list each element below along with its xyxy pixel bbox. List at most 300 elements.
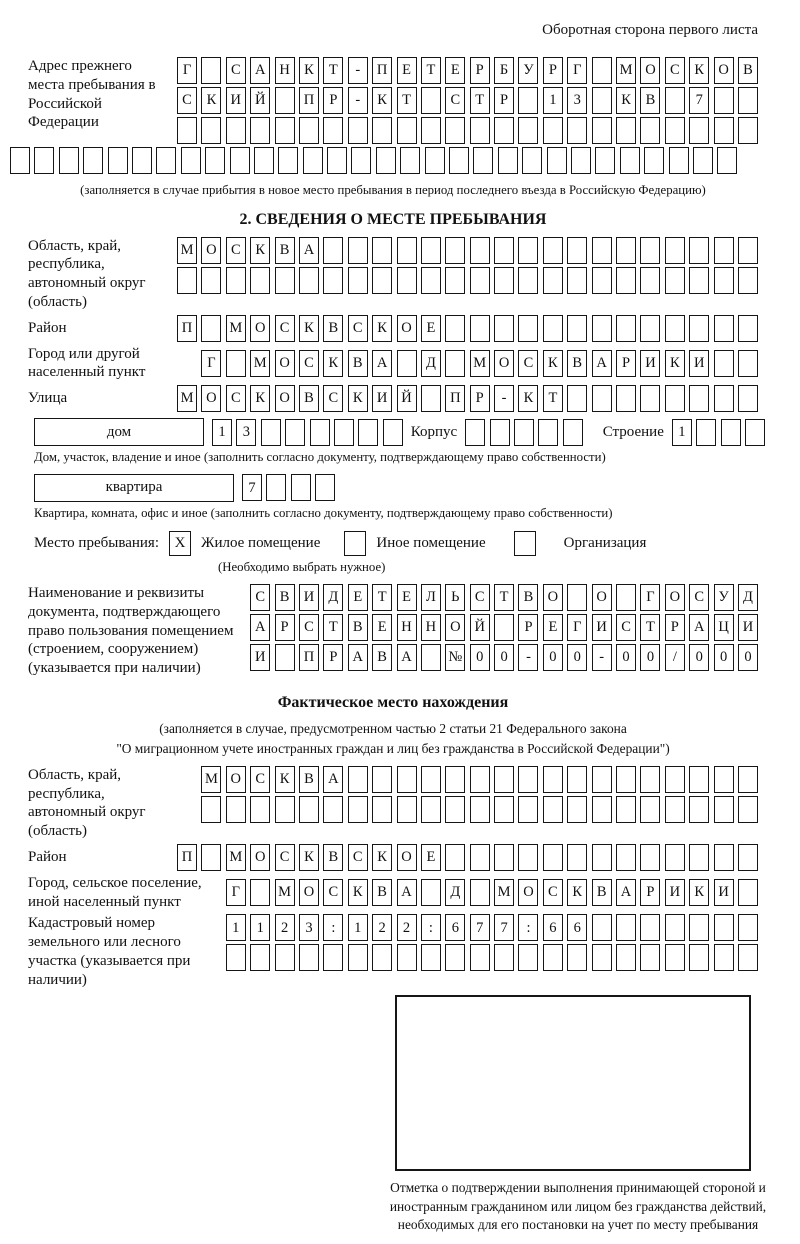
char-box[interactable]: А [348, 644, 368, 671]
char-box[interactable]: В [299, 766, 319, 793]
char-box[interactable] [470, 117, 490, 144]
char-box[interactable]: М [616, 57, 636, 84]
char-box[interactable]: Г [567, 57, 587, 84]
char-box[interactable] [275, 796, 295, 823]
char-box[interactable] [518, 117, 538, 144]
char-box[interactable] [592, 914, 612, 941]
char-box[interactable] [592, 57, 612, 84]
char-box[interactable] [595, 147, 615, 174]
char-box[interactable] [689, 796, 709, 823]
char-box[interactable] [592, 385, 612, 412]
char-box[interactable] [348, 267, 368, 294]
char-box[interactable]: О [250, 315, 270, 342]
char-box[interactable]: - [348, 87, 368, 114]
checkbox-inoe[interactable] [344, 531, 366, 556]
char-box[interactable]: Е [445, 57, 465, 84]
char-box[interactable] [230, 147, 250, 174]
char-box[interactable]: 1 [250, 914, 270, 941]
char-box[interactable] [285, 419, 305, 446]
char-box[interactable] [738, 914, 758, 941]
char-box[interactable]: И [299, 584, 319, 611]
char-box[interactable]: М [226, 315, 246, 342]
char-box[interactable] [278, 147, 298, 174]
char-box[interactable] [470, 237, 490, 264]
char-box[interactable]: М [250, 350, 270, 377]
checkbox-zhiloe[interactable]: X [169, 531, 191, 556]
char-box[interactable]: М [226, 844, 246, 871]
char-box[interactable]: Т [494, 584, 514, 611]
char-box[interactable] [494, 796, 514, 823]
char-box[interactable]: Г [177, 57, 197, 84]
char-box[interactable]: В [738, 57, 758, 84]
char-box[interactable]: С [323, 879, 343, 906]
char-box[interactable]: С [689, 584, 709, 611]
char-box[interactable]: А [250, 57, 270, 84]
char-box[interactable] [543, 315, 563, 342]
char-box[interactable] [494, 766, 514, 793]
char-box[interactable] [563, 419, 583, 446]
char-box[interactable]: И [640, 350, 660, 377]
char-box[interactable] [567, 237, 587, 264]
char-box[interactable]: Г [567, 614, 587, 641]
char-box[interactable] [275, 87, 295, 114]
char-box[interactable] [470, 796, 490, 823]
char-box[interactable]: П [299, 87, 319, 114]
char-box[interactable] [689, 267, 709, 294]
char-box[interactable]: Е [397, 57, 417, 84]
char-box[interactable] [226, 267, 246, 294]
char-box[interactable] [738, 87, 758, 114]
char-box[interactable] [665, 796, 685, 823]
char-box[interactable] [592, 944, 612, 971]
char-box[interactable] [665, 944, 685, 971]
char-box[interactable] [689, 117, 709, 144]
char-box[interactable] [567, 315, 587, 342]
checkbox-organizatsiya[interactable] [514, 531, 536, 556]
char-box[interactable] [348, 237, 368, 264]
char-box[interactable] [299, 117, 319, 144]
char-box[interactable] [665, 87, 685, 114]
char-box[interactable] [714, 267, 734, 294]
char-box[interactable]: С [299, 350, 319, 377]
char-box[interactable]: - [592, 644, 612, 671]
char-box[interactable]: А [592, 350, 612, 377]
char-box[interactable] [383, 419, 403, 446]
char-box[interactable]: 0 [543, 644, 563, 671]
char-box[interactable] [543, 944, 563, 971]
char-box[interactable] [571, 147, 591, 174]
char-box[interactable] [640, 766, 660, 793]
char-box[interactable]: 2 [275, 914, 295, 941]
char-box[interactable] [640, 267, 660, 294]
char-box[interactable] [522, 147, 542, 174]
char-box[interactable]: И [714, 879, 734, 906]
char-box[interactable] [738, 766, 758, 793]
char-box[interactable] [303, 147, 323, 174]
char-box[interactable]: А [323, 766, 343, 793]
char-box[interactable]: В [592, 879, 612, 906]
char-box[interactable] [689, 844, 709, 871]
char-box[interactable] [640, 237, 660, 264]
char-box[interactable] [358, 419, 378, 446]
char-box[interactable]: 7 [470, 914, 490, 941]
char-box[interactable] [518, 766, 538, 793]
char-box[interactable]: П [372, 57, 392, 84]
char-box[interactable] [616, 914, 636, 941]
char-box[interactable]: К [348, 879, 368, 906]
char-box[interactable] [689, 914, 709, 941]
char-box[interactable] [421, 87, 441, 114]
char-box[interactable] [261, 419, 281, 446]
char-box[interactable] [518, 796, 538, 823]
char-box[interactable] [470, 766, 490, 793]
char-box[interactable]: М [494, 879, 514, 906]
char-box[interactable] [348, 766, 368, 793]
char-box[interactable]: И [665, 879, 685, 906]
char-box[interactable] [745, 419, 765, 446]
char-box[interactable]: А [250, 614, 270, 641]
char-box[interactable]: К [689, 879, 709, 906]
char-box[interactable] [689, 385, 709, 412]
char-box[interactable] [397, 267, 417, 294]
char-box[interactable]: К [665, 350, 685, 377]
char-box[interactable]: Д [445, 879, 465, 906]
char-box[interactable] [250, 796, 270, 823]
char-box[interactable] [567, 385, 587, 412]
char-box[interactable] [201, 267, 221, 294]
char-box[interactable] [465, 419, 485, 446]
char-box[interactable]: К [372, 844, 392, 871]
char-box[interactable] [514, 419, 534, 446]
char-box[interactable] [445, 844, 465, 871]
char-box[interactable] [108, 147, 128, 174]
char-box[interactable] [518, 237, 538, 264]
char-box[interactable]: М [470, 350, 490, 377]
char-box[interactable]: Т [421, 57, 441, 84]
char-box[interactable] [83, 147, 103, 174]
char-box[interactable] [250, 117, 270, 144]
char-box[interactable]: И [738, 614, 758, 641]
char-box[interactable]: Н [397, 614, 417, 641]
char-box[interactable]: С [250, 584, 270, 611]
char-box[interactable]: О [543, 584, 563, 611]
char-box[interactable] [445, 766, 465, 793]
char-box[interactable] [10, 147, 30, 174]
char-box[interactable]: / [665, 644, 685, 671]
char-box[interactable] [445, 944, 465, 971]
char-box[interactable]: С [616, 614, 636, 641]
char-box[interactable]: 7 [494, 914, 514, 941]
char-box[interactable]: 7 [689, 87, 709, 114]
char-box[interactable] [494, 614, 514, 641]
char-box[interactable] [445, 315, 465, 342]
char-box[interactable] [616, 944, 636, 971]
char-box[interactable]: Р [494, 87, 514, 114]
char-box[interactable] [665, 267, 685, 294]
char-box[interactable] [738, 385, 758, 412]
char-box[interactable] [567, 117, 587, 144]
char-box[interactable] [616, 385, 636, 412]
char-box[interactable]: К [201, 87, 221, 114]
char-box[interactable]: Р [323, 87, 343, 114]
char-box[interactable]: С [177, 87, 197, 114]
char-box[interactable]: Ц [714, 614, 734, 641]
char-box[interactable] [518, 315, 538, 342]
char-box[interactable]: Т [470, 87, 490, 114]
char-box[interactable] [348, 117, 368, 144]
char-box[interactable]: И [689, 350, 709, 377]
char-box[interactable] [592, 844, 612, 871]
char-box[interactable] [327, 147, 347, 174]
char-box[interactable]: О [226, 766, 246, 793]
char-box[interactable] [323, 796, 343, 823]
char-box[interactable]: П [177, 844, 197, 871]
char-box[interactable]: С [275, 844, 295, 871]
char-box[interactable] [644, 147, 664, 174]
char-box[interactable] [299, 796, 319, 823]
char-box[interactable] [714, 796, 734, 823]
char-box[interactable] [421, 879, 441, 906]
char-box[interactable]: О [275, 385, 295, 412]
char-box[interactable] [250, 879, 270, 906]
char-box[interactable]: 0 [689, 644, 709, 671]
char-box[interactable] [567, 796, 587, 823]
char-box[interactable] [315, 474, 335, 501]
char-box[interactable] [518, 267, 538, 294]
char-box[interactable] [201, 315, 221, 342]
char-box[interactable] [592, 315, 612, 342]
char-box[interactable] [640, 944, 660, 971]
char-box[interactable] [275, 944, 295, 971]
char-box[interactable]: Е [372, 614, 392, 641]
char-box[interactable] [592, 796, 612, 823]
char-box[interactable]: В [640, 87, 660, 114]
char-box[interactable] [592, 117, 612, 144]
char-box[interactable]: О [201, 237, 221, 264]
char-box[interactable]: У [518, 57, 538, 84]
char-box[interactable]: Е [421, 315, 441, 342]
char-box[interactable]: 3 [236, 419, 256, 446]
char-box[interactable] [714, 914, 734, 941]
char-box[interactable] [714, 766, 734, 793]
char-box[interactable] [640, 796, 660, 823]
char-box[interactable] [616, 766, 636, 793]
char-box[interactable] [201, 844, 221, 871]
char-box[interactable] [291, 474, 311, 501]
char-box[interactable] [738, 350, 758, 377]
char-box[interactable] [132, 147, 152, 174]
char-box[interactable] [543, 267, 563, 294]
char-box[interactable] [421, 267, 441, 294]
char-box[interactable]: М [177, 385, 197, 412]
char-box[interactable]: Н [275, 57, 295, 84]
char-box[interactable] [177, 267, 197, 294]
char-box[interactable] [640, 315, 660, 342]
char-box[interactable] [714, 237, 734, 264]
char-box[interactable]: В [372, 644, 392, 671]
char-box[interactable] [334, 419, 354, 446]
char-box[interactable]: Й [397, 385, 417, 412]
char-box[interactable] [494, 844, 514, 871]
char-box[interactable]: М [177, 237, 197, 264]
char-box[interactable] [445, 796, 465, 823]
char-box[interactable] [299, 267, 319, 294]
char-box[interactable]: Т [397, 87, 417, 114]
char-box[interactable] [616, 315, 636, 342]
char-box[interactable] [616, 796, 636, 823]
char-box[interactable] [250, 267, 270, 294]
char-box[interactable]: К [275, 766, 295, 793]
char-box[interactable]: С [518, 350, 538, 377]
char-box[interactable] [567, 844, 587, 871]
char-box[interactable] [543, 766, 563, 793]
char-box[interactable] [714, 944, 734, 971]
char-box[interactable]: С [348, 315, 368, 342]
char-box[interactable] [498, 147, 518, 174]
char-box[interactable] [397, 237, 417, 264]
char-box[interactable] [689, 237, 709, 264]
char-box[interactable]: В [348, 350, 368, 377]
char-box[interactable] [421, 644, 441, 671]
char-box[interactable]: У [714, 584, 734, 611]
char-box[interactable]: 1 [212, 419, 232, 446]
char-box[interactable] [470, 879, 490, 906]
char-box[interactable]: О [201, 385, 221, 412]
char-box[interactable] [567, 944, 587, 971]
char-box[interactable] [421, 117, 441, 144]
char-box[interactable]: К [299, 57, 319, 84]
char-box[interactable]: 0 [738, 644, 758, 671]
char-box[interactable]: Т [543, 385, 563, 412]
char-box[interactable] [372, 796, 392, 823]
char-box[interactable]: К [348, 385, 368, 412]
char-box[interactable]: В [323, 844, 343, 871]
char-box[interactable] [470, 315, 490, 342]
char-box[interactable]: Р [275, 614, 295, 641]
char-box[interactable]: А [397, 644, 417, 671]
char-box[interactable]: И [250, 644, 270, 671]
char-box[interactable]: О [665, 584, 685, 611]
char-box[interactable] [717, 147, 737, 174]
char-box[interactable] [714, 315, 734, 342]
char-box[interactable] [250, 944, 270, 971]
char-box[interactable]: Р [470, 57, 490, 84]
char-box[interactable] [351, 147, 371, 174]
char-box[interactable]: С [323, 385, 343, 412]
char-box[interactable]: 0 [494, 644, 514, 671]
char-box[interactable] [665, 117, 685, 144]
char-box[interactable]: И [226, 87, 246, 114]
char-box[interactable]: Г [201, 350, 221, 377]
char-box[interactable]: К [543, 350, 563, 377]
char-box[interactable]: С [250, 766, 270, 793]
char-box[interactable] [372, 766, 392, 793]
char-box[interactable] [445, 237, 465, 264]
char-box[interactable]: П [177, 315, 197, 342]
char-box[interactable]: - [518, 644, 538, 671]
char-box[interactable] [226, 796, 246, 823]
char-box[interactable]: К [567, 879, 587, 906]
char-box[interactable]: С [445, 87, 465, 114]
char-box[interactable] [567, 267, 587, 294]
char-box[interactable] [400, 147, 420, 174]
char-box[interactable] [226, 944, 246, 971]
char-box[interactable] [205, 147, 225, 174]
char-box[interactable] [693, 147, 713, 174]
char-box[interactable] [616, 267, 636, 294]
char-box[interactable]: Е [348, 584, 368, 611]
char-box[interactable]: Т [323, 57, 343, 84]
char-box[interactable]: Р [640, 879, 660, 906]
char-box[interactable] [376, 147, 396, 174]
char-box[interactable] [616, 117, 636, 144]
char-box[interactable]: О [397, 315, 417, 342]
char-box[interactable]: Й [250, 87, 270, 114]
char-box[interactable] [445, 267, 465, 294]
char-box[interactable] [421, 766, 441, 793]
char-box[interactable]: В [567, 350, 587, 377]
char-box[interactable]: 0 [640, 644, 660, 671]
char-box[interactable] [275, 644, 295, 671]
char-box[interactable]: 1 [348, 914, 368, 941]
char-box[interactable] [397, 944, 417, 971]
char-box[interactable]: И [372, 385, 392, 412]
char-box[interactable]: Р [543, 57, 563, 84]
char-box[interactable] [494, 315, 514, 342]
char-box[interactable]: К [372, 87, 392, 114]
char-box[interactable]: П [445, 385, 465, 412]
char-box[interactable] [518, 944, 538, 971]
char-box[interactable] [665, 914, 685, 941]
char-box[interactable]: 6 [445, 914, 465, 941]
char-box[interactable]: Т [640, 614, 660, 641]
char-box[interactable] [323, 267, 343, 294]
char-box[interactable] [449, 147, 469, 174]
char-box[interactable] [543, 796, 563, 823]
char-box[interactable] [592, 87, 612, 114]
char-box[interactable]: О [299, 879, 319, 906]
char-box[interactable]: Д [323, 584, 343, 611]
char-box[interactable]: 1 [226, 914, 246, 941]
char-box[interactable] [689, 315, 709, 342]
char-box[interactable] [689, 944, 709, 971]
char-box[interactable]: К [616, 87, 636, 114]
char-box[interactable]: Н [421, 614, 441, 641]
char-box[interactable]: Р [323, 644, 343, 671]
char-box[interactable] [714, 844, 734, 871]
char-box[interactable] [397, 796, 417, 823]
char-box[interactable]: В [348, 614, 368, 641]
char-box[interactable]: О [592, 584, 612, 611]
char-box[interactable]: 3 [567, 87, 587, 114]
char-box[interactable]: К [299, 315, 319, 342]
char-box[interactable] [592, 766, 612, 793]
char-box[interactable]: А [616, 879, 636, 906]
char-box[interactable] [640, 117, 660, 144]
char-box[interactable]: Л [421, 584, 441, 611]
char-box[interactable] [696, 419, 716, 446]
char-box[interactable] [425, 147, 445, 174]
char-box[interactable] [470, 944, 490, 971]
char-box[interactable]: 2 [372, 914, 392, 941]
char-box[interactable]: К [689, 57, 709, 84]
char-box[interactable]: 0 [616, 644, 636, 671]
char-box[interactable] [714, 87, 734, 114]
char-box[interactable]: 0 [567, 644, 587, 671]
char-box[interactable] [640, 844, 660, 871]
char-box[interactable]: Е [397, 584, 417, 611]
char-box[interactable] [34, 147, 54, 174]
